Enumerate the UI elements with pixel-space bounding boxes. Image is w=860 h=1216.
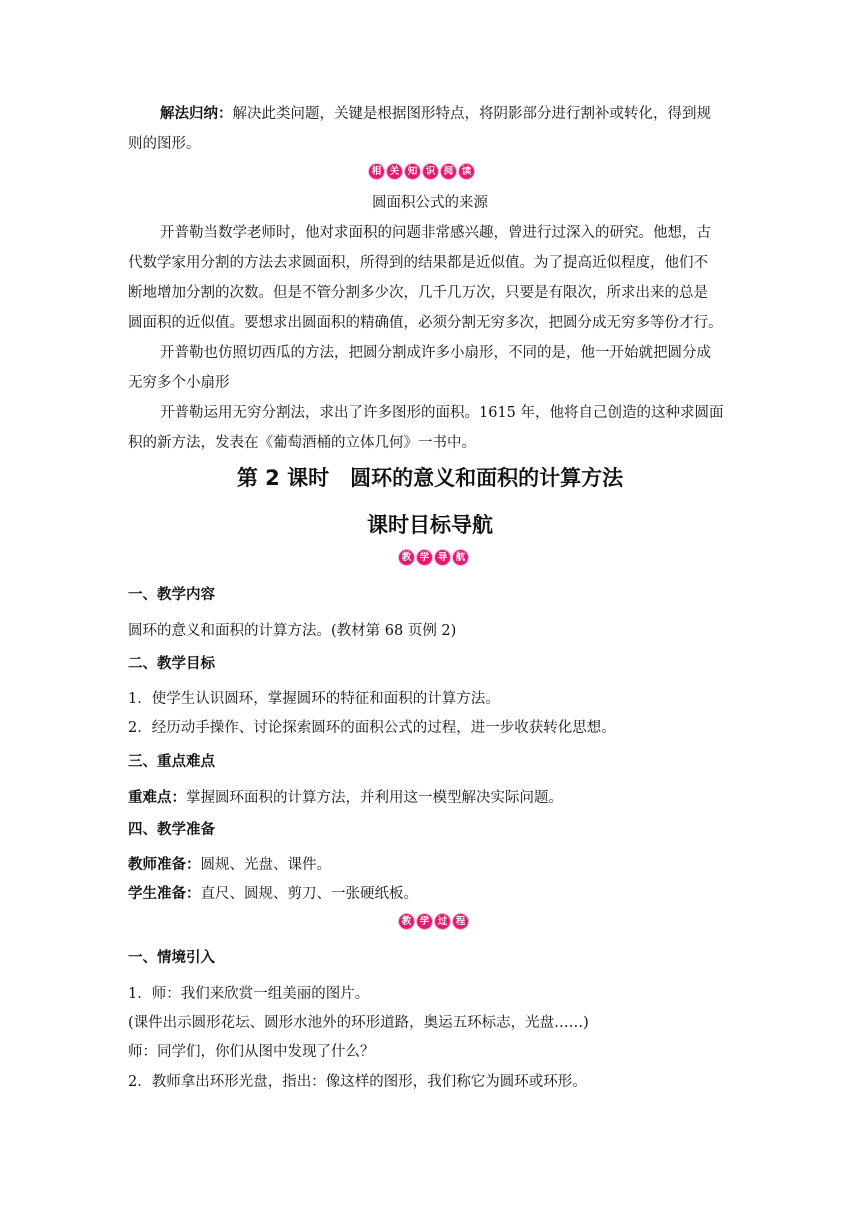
badge-char: 相 (368, 163, 385, 180)
summary-line2: 则的图形。 (128, 136, 201, 152)
lesson-title: 第 2 课时 圆环的意义和面积的计算方法 (236, 466, 624, 490)
reading-p3-line: 积的新方法，发表在《葡萄酒桶的立体几何》一书中。 (128, 435, 476, 451)
reading-p1-line: 开普勒当数学老师时，他对求面积的问题非常感兴趣，曾进行过深入的研究。他想，古 (160, 225, 711, 241)
summary-line1 (160, 104, 711, 124)
badge-char: 识 (422, 163, 439, 180)
reading-p1-line: 断地增加分割的次数。但是不管分割多少次，几千几万次，只要是有限次，所求出来的总是 (128, 285, 708, 301)
badge-char: 程 (452, 913, 469, 930)
reading-p1-line: 代数学家用分割的方法去求圆面积，所得到的结果都是近似值。为了提高近似程度，他们不 (128, 255, 708, 271)
badge-char: 过 (434, 913, 451, 930)
badge-char: 教 (398, 549, 415, 566)
process-item: 2．教师拿出环形光盘，指出：像这样的图形，我们称它为圆环或环形。 (128, 1074, 587, 1090)
summary-label: 解法归纳： (160, 106, 233, 122)
badge-char: 导 (434, 549, 451, 566)
section-heading: 一、教学内容 (128, 587, 215, 603)
student-prep-text: 直尺、圆规、剪刀、一张硬纸板。 (200, 886, 418, 902)
reading-p2-line: 开普勒也仿照切西瓜的方法，把圆分割成许多小扇形，不同的是，他一开始就把圆分成 (160, 345, 711, 361)
badge-char: 学 (416, 549, 433, 566)
teaching-guide-badge (398, 549, 469, 567)
badge-char: 关 (386, 163, 403, 180)
reading-p2-line: 无穷多个小扇形 (128, 375, 230, 391)
key-difficulty-label: 重难点： (128, 790, 186, 806)
section-heading: 四、教学准备 (128, 822, 215, 838)
reading-title: 圆面积公式的来源 (372, 195, 488, 211)
key-difficulty (128, 788, 563, 808)
lesson-subtitle: 课时目标导航 (367, 513, 493, 537)
student-prep (128, 884, 418, 904)
objective-item: 1．使学生认识圆环，掌握圆环的特征和面积的计算方法。 (128, 691, 500, 707)
badge-char: 学 (416, 913, 433, 930)
process-question: 师：同学们，你们从图中发现了什么？ (128, 1044, 375, 1060)
summary-text: 解决此类问题，关键是根据图形特点，将阴影部分进行割补或转化，得到规 (232, 106, 711, 122)
section-heading: 三、重点难点 (128, 754, 215, 770)
teacher-prep-label: 教师准备： (128, 857, 201, 873)
badge-char: 阅 (440, 163, 457, 180)
objective-item: 2．经历动手操作、讨论探索圆环的面积公式的过程，进一步收获转化思想。 (128, 720, 616, 736)
section-heading: 一、情境引入 (128, 950, 215, 966)
reading-p1-line: 圆面积的近似值。要想求出圆面积的精确值，必须分割无穷多次，把圆分成无穷多等份才行。 (128, 315, 723, 331)
teacher-prep (128, 855, 331, 875)
reading-p3-line: 开普勒运用无穷分割法，求出了许多图形的面积。1615 年，他将自己创造的这种求圆面 (160, 405, 724, 421)
section-heading: 二、教学目标 (128, 656, 215, 672)
process-item: 1．师：我们来欣赏一组美丽的图片。 (128, 986, 370, 1002)
section-text: 圆环的意义和面积的计算方法。(教材第 68 页例 2) (128, 623, 457, 639)
student-prep-label: 学生准备： (128, 886, 201, 902)
process-note: (课件出示圆形花坛、圆形水池外的环形道路，奥运五环标志，光盘……) (128, 1015, 589, 1031)
related-reading-badge (368, 163, 475, 181)
key-difficulty-text: 掌握圆环面积的计算方法，并利用这一模型解决实际问题。 (186, 790, 563, 806)
teacher-prep-text: 圆规、光盘、课件。 (200, 857, 331, 873)
badge-char: 知 (404, 163, 421, 180)
badge-char: 教 (398, 913, 415, 930)
teaching-process-badge (398, 913, 469, 931)
badge-char: 读 (458, 163, 475, 180)
badge-char: 航 (452, 549, 469, 566)
